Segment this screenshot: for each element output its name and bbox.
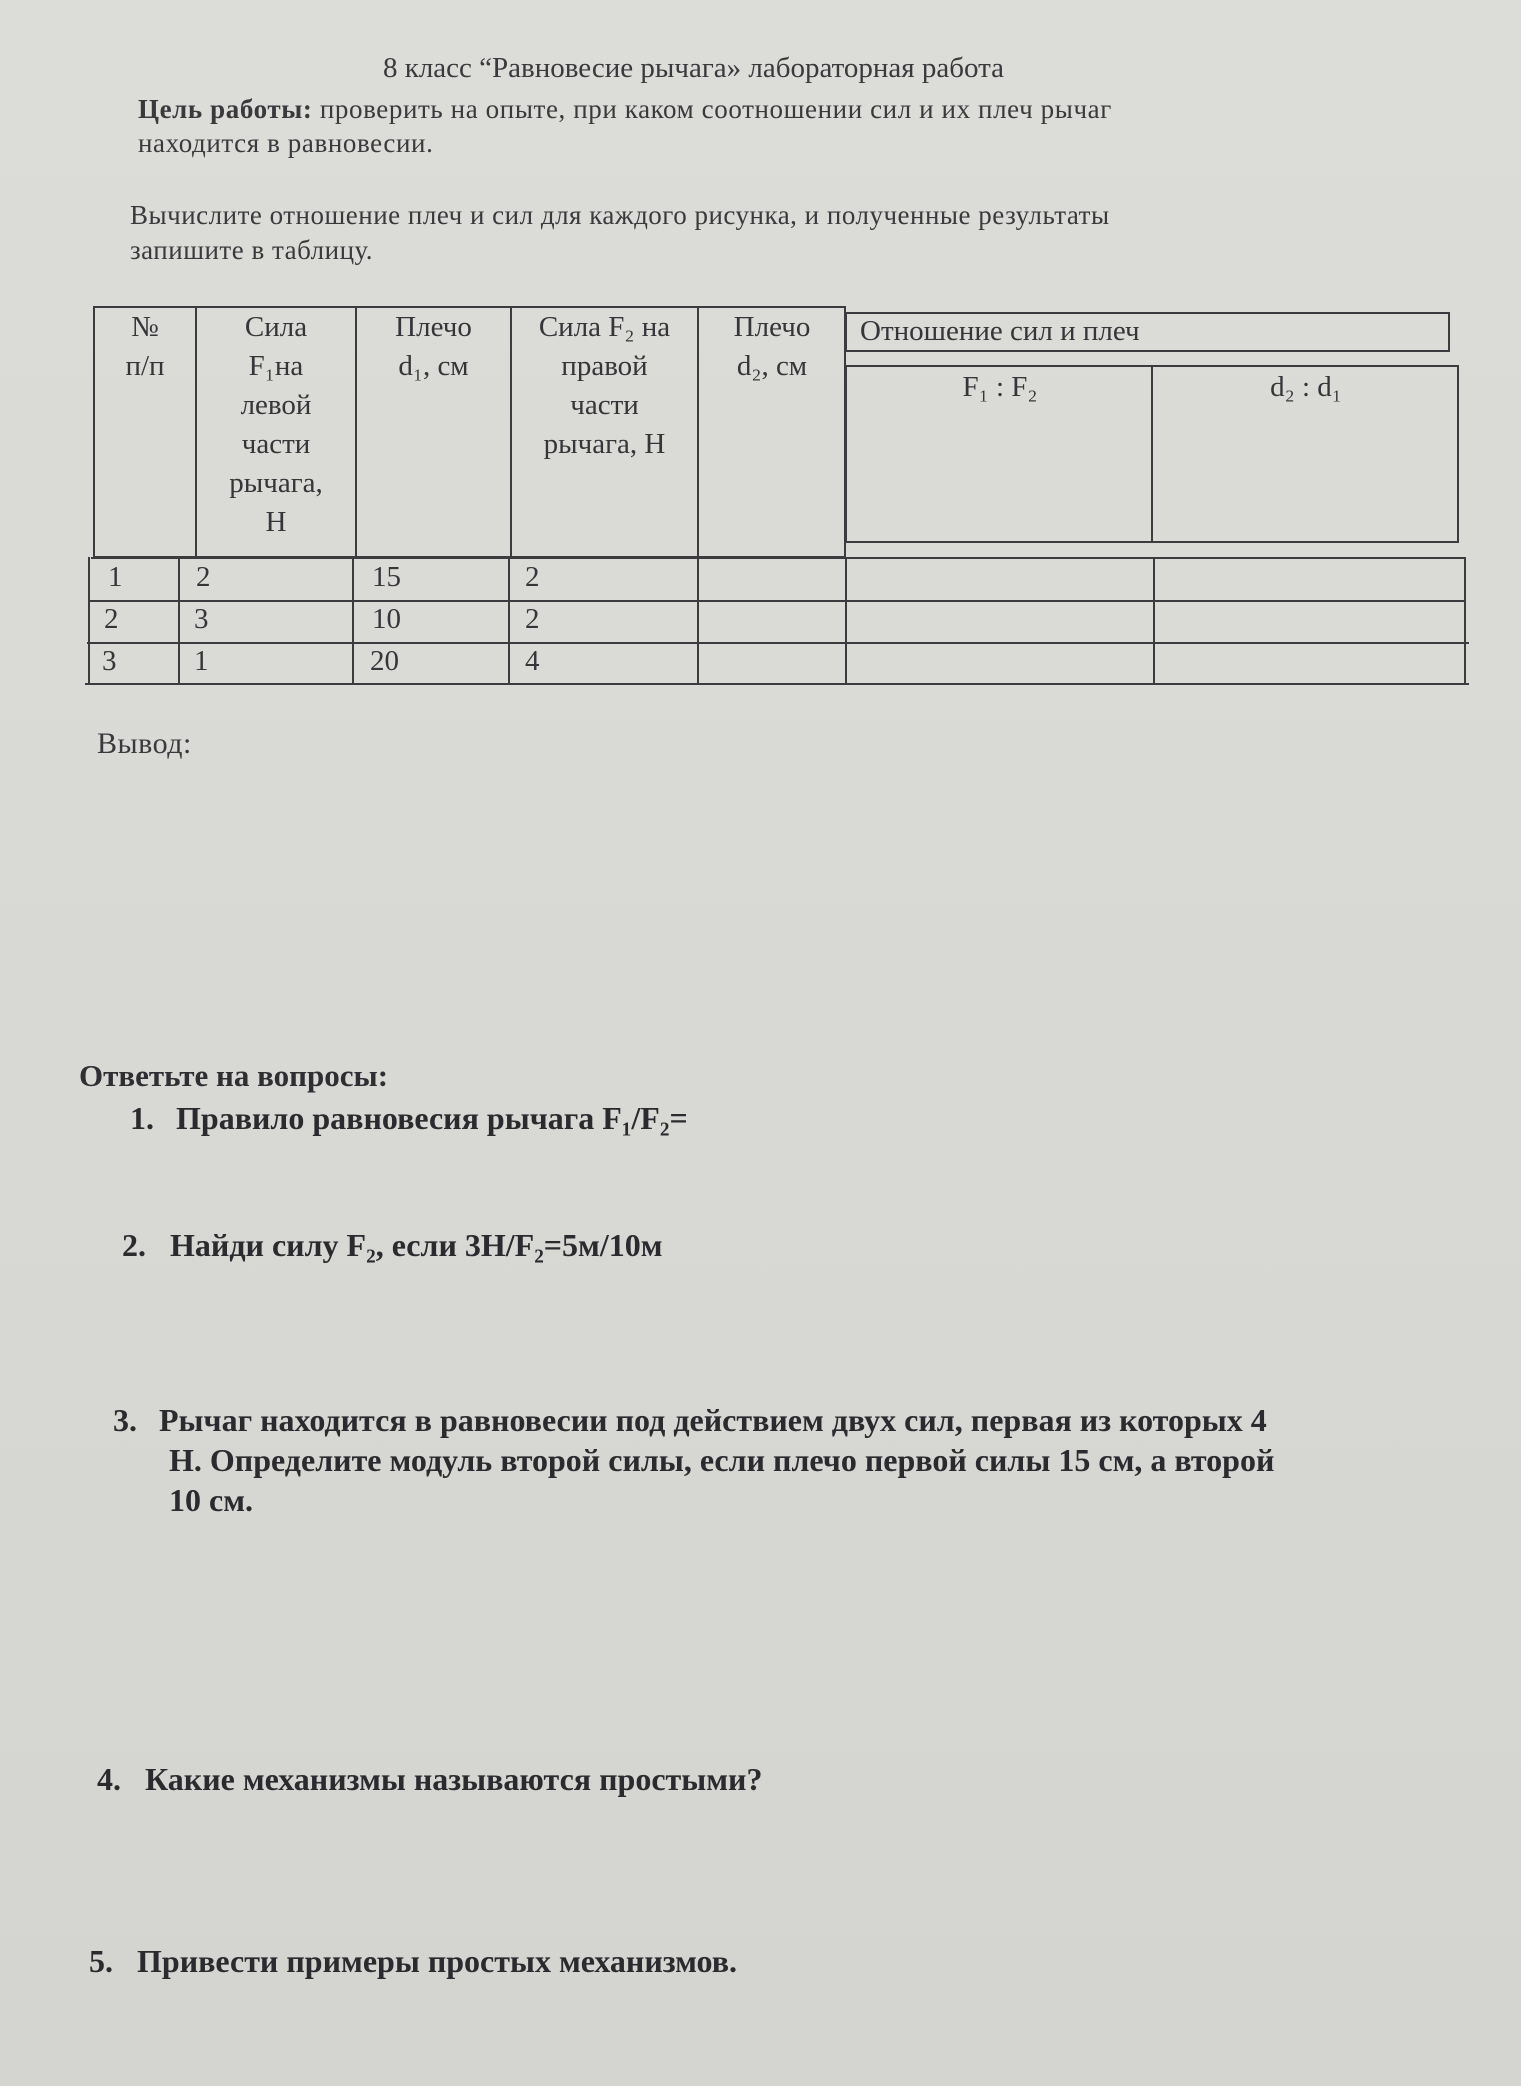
question-text: Привести примеры простых механизмов. [137, 1943, 738, 1979]
question-5 [89, 1941, 737, 1981]
question-3 [113, 1400, 1274, 1520]
header-d1: Плечо d₁, см [395, 311, 472, 382]
table-hline [91, 557, 1464, 559]
table-vline [178, 557, 180, 685]
goal-text-line1: проверить на опыте, при каком соотношении сил и их плеч рычаг [312, 94, 1112, 124]
question-2 [122, 1225, 663, 1265]
header-f1: Сила F₁на левой части рычага, Н [229, 311, 323, 538]
instruction-line2: запишите в таблицу. [130, 235, 374, 265]
table-vline [845, 557, 847, 685]
cell-f1: 3 [194, 603, 209, 635]
cell-d1: 20 [370, 645, 399, 677]
cell-f2: 4 [525, 645, 540, 677]
table-vline [697, 557, 699, 685]
cell-d1: 10 [372, 603, 401, 635]
instruction-block [130, 198, 1110, 268]
header-d2: Плечо d₂, см [733, 311, 811, 382]
header-ratio: Отношение сил и плеч [860, 315, 1140, 347]
question-text: Правило равновесия рычага F₁/F₂= [176, 1100, 688, 1136]
goal-text-line2: находится в равновесии. [138, 128, 434, 158]
question-text-line1: Рычаг находится в равновесии под действием двух сил, первая из которых 4 [159, 1402, 1267, 1438]
question-number: 2. [122, 1227, 146, 1263]
question-4 [97, 1759, 762, 1799]
question-text-line3: 10 см. [169, 1482, 253, 1518]
question-number: 5. [89, 1943, 113, 1979]
instruction-line1: Вычислите отношение плеч и сил для каждого рисунка, и полученные результаты [130, 200, 1110, 230]
cell-f2: 2 [525, 603, 540, 635]
page-title: 8 класс “Равновесие рычага» лабораторная работа [383, 52, 1004, 84]
question-1 [130, 1098, 688, 1138]
header-f2: Сила F₂ на правой части рычага, Н [538, 311, 671, 460]
table-hline [89, 600, 1464, 602]
question-number: 4. [97, 1761, 121, 1797]
cell-f2: 2 [525, 561, 540, 593]
cell-d1: 15 [372, 561, 401, 593]
questions-heading: Ответьте на вопросы: [79, 1058, 389, 1093]
cell-f1: 2 [196, 561, 211, 593]
cell-num: 1 [108, 561, 123, 593]
table-vline [1153, 557, 1155, 685]
table-vline [1464, 557, 1466, 685]
header-ratio-d: d₂ : d₁ [1270, 371, 1342, 403]
goal-label: Цель работы: [138, 94, 313, 124]
header-num: № п/п [125, 311, 165, 382]
question-number: 1. [130, 1100, 154, 1136]
table-hline [85, 683, 1469, 685]
table-hline [87, 642, 1469, 644]
goal-block [138, 92, 1112, 160]
header-ratio-f: F₁ : F₂ [962, 371, 1038, 403]
table-vline [508, 557, 510, 685]
question-text-line2: Н. Определите модуль второй силы, если плечо первой силы 15 см, а второй [169, 1442, 1275, 1478]
question-number: 3. [113, 1402, 137, 1438]
cell-num: 3 [102, 645, 117, 677]
question-text: Найди силу F₂, если 3Н/F₂=5м/10м [170, 1227, 663, 1263]
cell-f1: 1 [194, 645, 209, 677]
table-vline [88, 557, 90, 685]
table-vline [352, 557, 354, 685]
question-text: Какие механизмы называются простыми? [145, 1761, 763, 1797]
cell-num: 2 [104, 603, 119, 635]
conclusion-label: Вывод: [97, 727, 192, 760]
